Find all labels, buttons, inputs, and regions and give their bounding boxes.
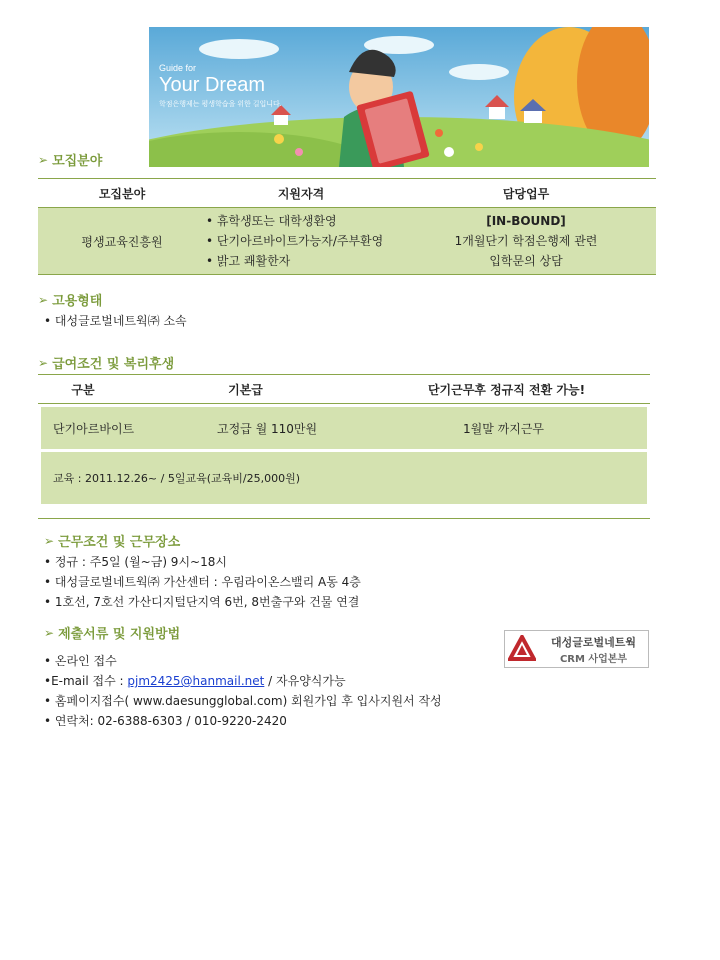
section-title: 고용형태 — [52, 294, 103, 309]
list-item: •E-mail 접수 : pjm2425@hanmail.net / 자유양식가능 — [44, 674, 346, 688]
header-conversion: 단기근무후 정규직 전환 가능! — [427, 382, 586, 397]
qualification-cell: • 휴학생또는 대학생환영 • 단기아르바이트가능자/주부환영 • 밝고 쾌활한자 — [206, 214, 384, 268]
field-cell: 평생교육진흥원 — [81, 234, 163, 249]
list-item: • 온라인 접수 — [44, 654, 117, 668]
email-label: E-mail 접수 : — [51, 674, 128, 688]
banner-image — [149, 27, 649, 167]
section-heading-apply — [44, 623, 180, 642]
table-row — [38, 208, 656, 275]
workplace-list — [44, 552, 361, 612]
chevron-right-icon: ➢ — [38, 292, 49, 307]
section-title: 급여조건 및 복리후생 — [52, 357, 175, 372]
recycle-logo-icon — [505, 632, 539, 666]
section-heading-recruit — [38, 150, 102, 169]
section-title: 근무조건 및 근무장소 — [58, 535, 181, 550]
table-header-row — [38, 374, 650, 404]
employment-text: 대성글로벌네트웍㈜ 소속 — [54, 314, 187, 328]
list-item-text: 대성글로벌네트웍㈜ 가산센터 : 우림라이온스밸리 A동 4층 — [54, 575, 361, 589]
table-header-row — [38, 178, 656, 208]
header-category: 구분 — [71, 382, 95, 397]
list-item-text: 온라인 접수 — [54, 654, 117, 668]
header-qualification: 지원자격 — [277, 186, 325, 201]
table-row — [41, 407, 647, 449]
chevron-right-icon: ➢ — [44, 625, 55, 640]
training-cell: 교육 : 2011.12.26~ / 5일교육(교육비/25,000원) — [53, 472, 301, 485]
list-item-text: 홈페이지접수( www.daesungglobal.com) 회원가입 후 입사지원서 작성 — [54, 694, 442, 708]
email-link[interactable]: pjm2425@hanmail.net — [127, 674, 265, 688]
category-cell: 단기아르바이트 — [53, 421, 135, 436]
list-item: • 홈페이지접수( www.daesungglobal.com) 회원가입 후 입사지원서 작성 — [44, 694, 442, 708]
recruit-table — [38, 178, 656, 275]
qualification-item: 단기아르바이트가능자/주부환영 — [216, 234, 384, 248]
list-item-text: 연락처: 02-6388-6303 / 010-9220-2420 — [54, 714, 287, 728]
header-duty: 담당업무 — [502, 186, 550, 201]
chevron-right-icon: ➢ — [38, 152, 49, 167]
company-logo — [504, 630, 649, 668]
period-cell: 1월말 까지근무 — [463, 421, 545, 436]
section-title: 제출서류 및 지원방법 — [58, 627, 181, 642]
duty-line: 입학문의 상담 — [489, 254, 563, 268]
apply-list — [44, 651, 442, 731]
list-item-text: 정규 : 주5일 (월~금) 9시~18시 — [54, 555, 227, 569]
header-field: 모집분야 — [98, 186, 146, 201]
email-suffix: / 자유양식가능 — [264, 674, 346, 688]
section-heading-salary — [38, 353, 174, 372]
header-base-pay: 기본급 — [228, 382, 263, 397]
list-item: • 연락처: 02-6388-6303 / 010-9220-2420 — [44, 714, 287, 728]
chevron-right-icon: ➢ — [44, 533, 55, 548]
qualification-item: 밝고 쾌활한자 — [216, 254, 291, 268]
chevron-right-icon: ➢ — [38, 355, 49, 370]
section-title: 모집분야 — [52, 154, 103, 169]
salary-table — [38, 374, 650, 504]
section-heading-workplace — [44, 531, 180, 550]
svg-text:Guide for: Guide for — [159, 63, 197, 73]
section-heading-employment — [38, 290, 102, 309]
employment-item: • 대성글로벌네트웍㈜ 소속 — [44, 314, 187, 328]
svg-text:학점은행제는 평생학습을 위한 길입니다.: 학점은행제는 평생학습을 위한 길입니다. — [159, 101, 282, 108]
logo-sub: CRM 사업본부 — [559, 653, 628, 665]
divider — [38, 518, 650, 519]
logo-name: 대성글로벌네트웍 — [550, 635, 636, 649]
list-item-text: 1호선, 7호선 가산디지털단지역 6번, 8번출구와 건물 연결 — [54, 595, 360, 609]
list-item: • 1호선, 7호선 가산디지털단지역 6번, 8번출구와 건물 연결 — [44, 595, 360, 609]
duty-cell — [396, 211, 656, 271]
list-item: • 정규 : 주5일 (월~금) 9시~18시 — [44, 555, 227, 569]
list-item: • 대성글로벌네트웍㈜ 가산센터 : 우림라이온스밸리 A동 4층 — [44, 575, 361, 589]
table-row — [41, 452, 647, 504]
duty-title: [IN-BOUND] — [486, 214, 566, 228]
pay-cell: 고정급 월 110만원 — [217, 421, 318, 436]
duty-line: 1개월단기 학점은행제 관련 — [454, 234, 598, 248]
qualification-item: 휴학생또는 대학생환영 — [216, 214, 337, 228]
svg-text:Your Dream: Your Dream — [159, 74, 265, 96]
